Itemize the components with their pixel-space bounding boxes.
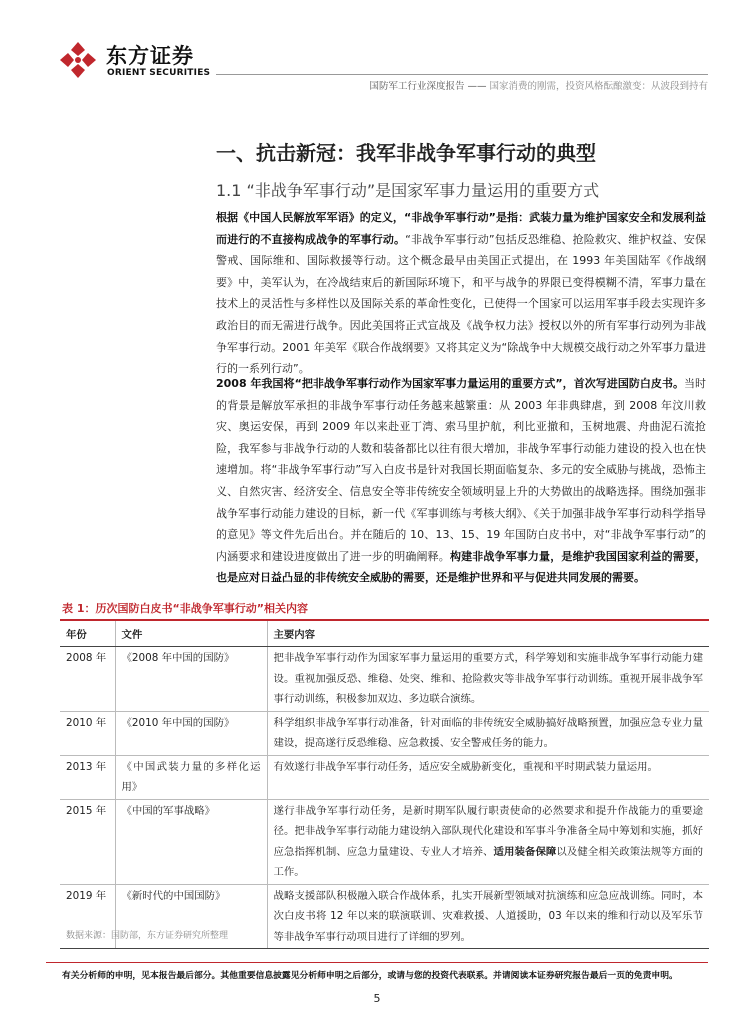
section-title: 一、抗击新冠：我军非战争军事行动的典型 <box>216 141 596 165</box>
row-content-part: 以及健全相关政策法规等方面的工作。 <box>273 845 704 878</box>
paragraph-2008 <box>216 373 706 589</box>
row-document: 《中国武装力量的多样化运用》 <box>115 755 267 799</box>
row-content <box>267 799 709 884</box>
table-row <box>60 647 709 712</box>
row-document: 《中国的军事战略》 <box>115 799 267 884</box>
paragraph-definition-lead: 根据《中国人民解放军军语》的定义，“非战争军事行动”是指：武装力量为维护国家安全和发展利益而进行的不直接构成战争的军事行动。 <box>216 211 706 246</box>
table-header-row <box>60 620 709 647</box>
row-year: 2010 年 <box>60 711 115 755</box>
table-row <box>60 799 709 884</box>
row-content-highlight: 适用装备保障 <box>493 845 557 858</box>
table-caption: 表 1：历次国防白皮书“非战争军事行动”相关内容 <box>62 602 308 615</box>
brand-logo <box>56 38 216 84</box>
row-content: 科学组织非战争军事行动准备，针对面临的非传统安全威胁搞好战略预置，加强应急专业力量建设，提高遂行反恐维稳、应急救援、安全警戒任务的能力。 <box>267 711 709 755</box>
paragraph-2008-conclusion: 构建非战争军事力量，是维护我国国家利益的需要，也是应对日益凸显的非传统安全威胁的需要，还是维护世界和平与促进共同发展的需要。 <box>216 549 707 585</box>
header-separator: —— <box>467 81 487 92</box>
row-content: 战略支援部队积极融入联合作战体系，扎实开展新型领域对抗演练和应急应战训练。同时，本次白皮书将 12 年以来的联演联训、灾难救援、人道援助，03 年以来的维和行动以及军乐节等非战争军事行动项目进行了详细的罗列。 <box>267 884 709 949</box>
white-paper-table <box>60 619 709 949</box>
footer-disclaimer: 有关分析师的申明，见本报告最后部分。其他重要信息披露见分析师申明之后部分，或请与您的投资代表联系。并请阅读本证券研究报告最后一页的免责申明。 <box>62 971 678 981</box>
page-number: 5 <box>373 992 381 1005</box>
row-year: 2008 年 <box>60 647 115 712</box>
row-year: 2015 年 <box>60 799 115 884</box>
brand-name-en: ORIENT SECURITIES <box>107 68 211 78</box>
paragraph-2008-body: 当时的背景是解放军承担的非战争军事行动任务越来越繁重：从 2003 年非典肆虐，到 2008 年汶川救灾、奥运安保，再到 2009 年以来赴亚丁湾、索马里护航，利比亚撤和，玉树地震、舟曲泥石流抢险，我军参与非战争行动的人数和装备都比以往有很大增加，非战争军事行动能力建设的投入也在快速增加。将“非战争军事行动”写入白皮书是针对我国长期面临复杂、多元的安全威胁与挑战，恐怖主义、自然灾害、经济安全、信息安全等非传统安全领域明显上升的大势做出的战略选择。围绕加强非战争军事行动能力建设的目标，新一代《军事训练与考核大纲》、《关于加强非战争军事行动科学指导的意见》等文件先后出台。并在随后的 10、13、15、19 年国防白皮书中，对“非战争军事行动”的内涵要求和建设进度做出了进一步的明确阐释。 <box>216 377 706 563</box>
row-content: 有效遂行非战争军事行动任务，适应安全威胁新变化，重视和平时期武装力量运用。 <box>267 755 709 799</box>
row-year: 2013 年 <box>60 755 115 799</box>
header-year: 年份 <box>60 620 115 647</box>
subsection-title: 1.1 “非战争军事行动”是国家军事力量运用的重要方式 <box>216 181 600 200</box>
brand-name-cn: 东方证券 <box>106 44 194 68</box>
header-divider <box>216 74 708 75</box>
footer-divider <box>46 962 708 963</box>
header-content: 主要内容 <box>267 620 709 647</box>
row-content: 把非战争军事行动作为国家军事力量运用的重要方式，科学筹划和实施非战争军事行动能力建设。重视加强反恐、维稳、处突、维和、抢险救灾等非战争军事行动训练。重视开展非战争军事行动训练，积极参加双边、多边联合演练。 <box>267 647 709 712</box>
paragraph-definition-body: “非战争军事行动”包括反恐维稳、抢险救灾、维护权益、安保警戒、国际维和、国际救援等行动。这个概念最早由美国正式提出，在 1993 年美国陆军《作战纲要》中，美军认为，在冷战结束后的新国际环境下，和平与战争的界限已变得模糊不清，军事力量在技术上的灵活性与多样性以及国际关系的革命性变化，已使得一个国家可以运用军事手段去实现许多政治目的而无需进行战争。因此美国将正式宣战及《战争权力法》授权以外的所有军事行动列为非战争军事行动。2001 年美军《联合作战纲要》又将其定义为“除战争中大规模交战行动之外军事力量进行的一系列行动”。 <box>216 232 707 376</box>
report-header <box>369 78 708 92</box>
table-row <box>60 711 709 755</box>
row-document: 《2008 年中国的国防》 <box>115 647 267 712</box>
row-document: 《新时代的中国国防》 <box>115 884 267 949</box>
paragraph-definition <box>216 207 706 380</box>
header-document: 文件 <box>115 620 267 647</box>
table-source: 数据来源：国防部，东方证券研究所整理 <box>66 931 229 941</box>
row-document: 《2010 年中国的国防》 <box>115 711 267 755</box>
orient-securities-logo-icon <box>56 38 100 82</box>
report-type: 国防军工行业深度报告 <box>369 81 465 92</box>
table-row <box>60 755 709 799</box>
row-content-part: 遂行非战争军事行动任务，是新时期军队履行职责使命的必然要求和提升作战能力的重要途径。把非战争军事行动能力建设纳入部队现代化建设和军事斗争准备全局中筹划和实施，抓好应急指挥机制、应急力量建设、专业人才培养、 <box>273 804 703 858</box>
row-year: 2019 年 <box>60 884 115 949</box>
paragraph-2008-lead: 2008 年我国将“把非战争军事行动作为国家军事力量运用的重要方式”，首次写进国防白皮书。 <box>216 377 684 390</box>
report-subtitle: 国家消费的刚需，投资风格酝酿激变：从波段到持有 <box>489 81 708 92</box>
